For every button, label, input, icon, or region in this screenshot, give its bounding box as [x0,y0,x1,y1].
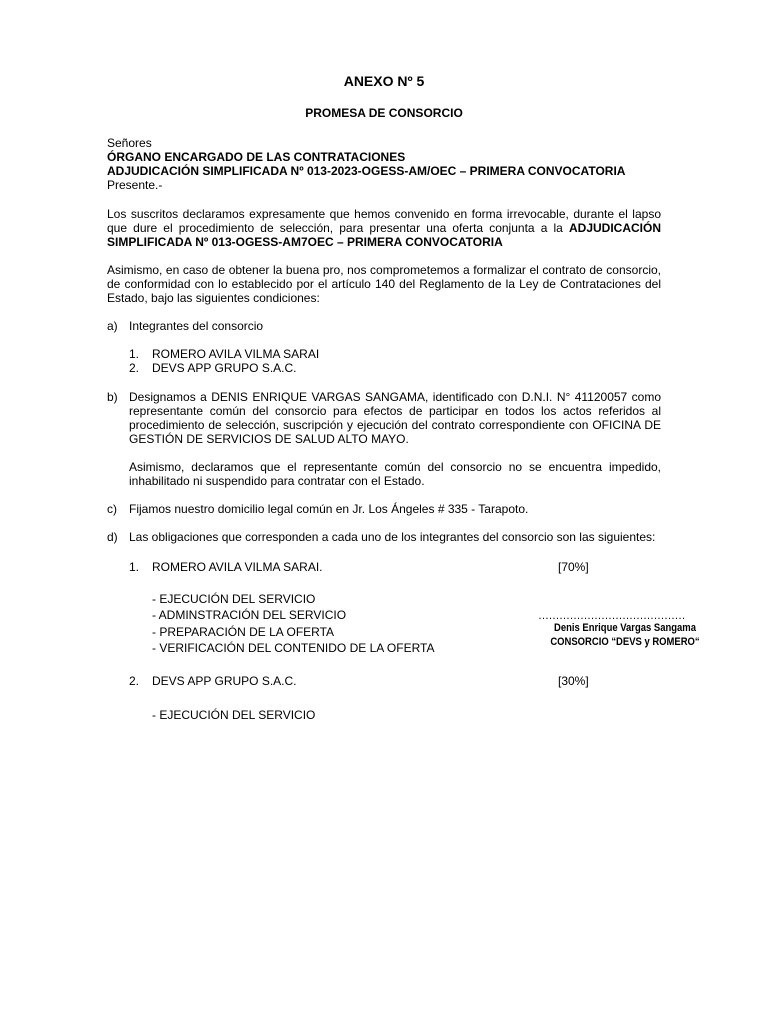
obligation-1-task-3: - PREPARACIÓN DE LA OFERTA [152,625,335,639]
item-b-line-6: inhabilitado ni suspendido para contratar con el Estado. [129,474,425,488]
paragraph-2-line-3: Estado, bajo las siguientes condiciones: [107,291,320,305]
obligation-1-task-2: - ADMINSTRACIÓN DEL SERVICIO [152,608,347,622]
item-c-text: Fijamos nuestro domicilio legal común en Jr. Los Ángeles # 335 - Tarapoto. [129,502,529,516]
addressee-closing: Presente.- [107,178,163,192]
addressee-line-2: ADJUDICACIÓN SIMPLIFICADA Nº 013-2023-OGESS-AM/OEC – PRIMERA CONVOCATORIA [107,164,626,178]
item-b-line-3: procedimiento de selección, suscripción y ejecución del contrato correspondiente con OFICINA DE [129,418,661,432]
salutation: Señores [107,136,152,150]
paragraph-1-line-3: SIMPLIFICADA Nº 013-OGESS-AM7OEC – PRIMERA CONVOCATORIA [107,235,503,249]
paragraph-1-line-1: Los suscritos declaramos expresamente que hemos convenido en forma irrevocable, durante el lapso [107,207,661,221]
paragraph-1 [107,207,661,249]
item-b-line-4: GESTIÓN DE SERVICIOS DE SALUD ALTO MAYO. [129,432,409,446]
member-1-number: 1. [129,347,140,361]
paragraph-1-line-2-bold: ADJUDICACIÓN [568,221,661,235]
item-d-text: Las obligaciones que corresponden a cada uno de los integrantes del consorcio son las siguientes: [129,530,656,544]
paragraph-1-line-2 [107,221,661,235]
signature-line: …………………………………… [538,610,685,622]
paragraph-2 [107,263,661,305]
paragraph-2-line-1: Asimismo, en caso de obtener la buena pro, nos comprometemos a formalizar el contrato de consorcio, [107,263,661,277]
obligation-1-name: ROMERO AVILA VILMA SARAI. [152,560,323,574]
item-b-line-2: representante común del consorcio para efectos de participar en todos los actos referidos al [129,404,661,418]
addressee-line-1: ÓRGANO ENCARGADO DE LAS CONTRATACIONES [107,150,406,164]
item-c-marker: c) [107,502,117,516]
item-b-marker: b) [107,390,118,404]
member-2-name: DEVS APP GRUPO S.A.C. [152,361,297,375]
item-b-text-2 [129,460,661,488]
obligation-1-number: 1. [129,560,140,574]
obligation-1-task-4: - VERIFICACIÓN DEL CONTENIDO DE LA OFERTA [152,641,435,655]
item-b-line-1: Designamos a DENIS ENRIQUE VARGAS SANGAMA, identificado con D.N.I. N° 41120057 como [129,390,661,404]
signature-entity: CONSORCIO “DEVS y ROMERO“ [550,636,700,648]
signature-name: Denis Enrique Vargas Sangama [554,622,696,634]
paragraph-2-line-2: de conformidad con lo establecido por el artículo 140 del Reglamento de la Ley de Contrataciones del [107,277,661,291]
obligation-1-task-1: - EJECUCIÓN DEL SERVICIO [152,592,316,606]
paragraph-1-line-2-text: que dure el procedimiento de selección, para presentar una oferta conjunta a la [107,221,569,235]
item-a-text: Integrantes del consorcio [129,319,264,333]
member-1-name: ROMERO AVILA VILMA SARAI [152,347,320,361]
item-b-line-5: Asimismo, declaramos que el representante común del consorcio no se encuentra impedido, [129,460,661,474]
obligation-2-name: DEVS APP GRUPO S.A.C. [152,674,297,688]
item-a-marker: a) [107,319,118,333]
member-2-number: 2. [129,361,140,375]
page-subtitle: PROMESA DE CONSORCIO [305,106,463,120]
obligation-1-percent: [70%] [558,560,589,574]
obligation-2-percent: [30%] [558,674,589,688]
item-d-marker: d) [107,530,118,544]
page-title: ANEXO Nº 5 [343,73,425,89]
obligation-2-number: 2. [129,674,140,688]
item-b-text [129,390,661,446]
obligation-2-task-1: - EJECUCIÓN DEL SERVICIO [152,708,316,722]
